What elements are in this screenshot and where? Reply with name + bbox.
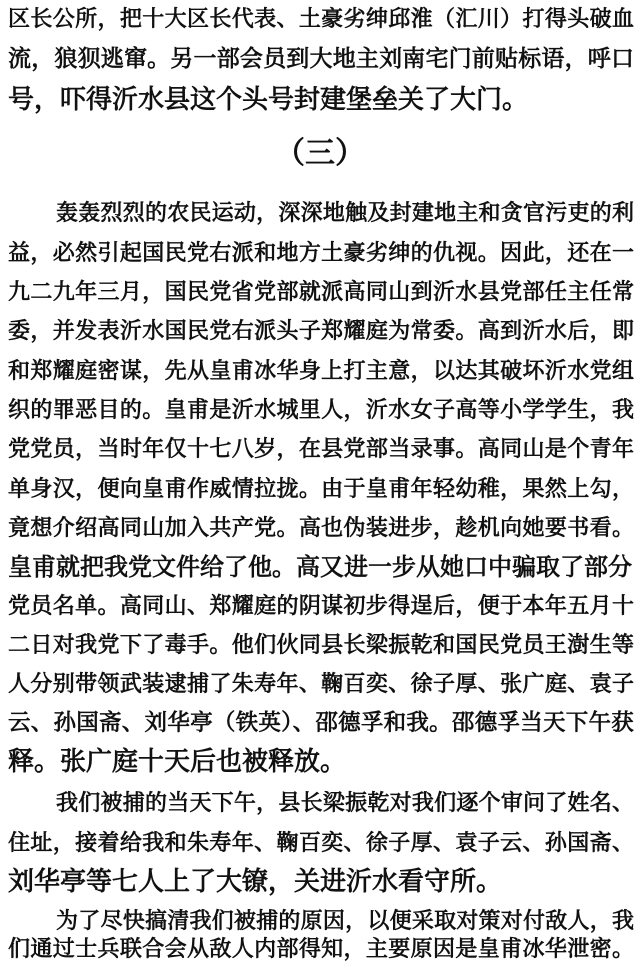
text-line: 我们被捕的当天下午，县长梁振乾对我们逐个审问了姓名、 (56, 790, 635, 816)
text-line: 释。张广庭十天后也被释放。 (8, 747, 347, 777)
text-line: 轰轰烈烈的农民运动，深深地触及封建地主和贪官污吏的利 (56, 200, 635, 226)
text-line: 和郑耀庭密谋，先从皇甫冰华身上打主意，以达其破坏沂水党组 (8, 358, 635, 384)
text-line: 单身汉，便向皇甫作威情拉拢。由于皇甫年轻幼稚，果然上勾， (8, 476, 635, 502)
text-line: 皇甫就把我党文件给了他。高又进一步从她口中骗取了部分 (8, 552, 632, 581)
text-line: 九二九年三月，国民党省党部就派高同山到沂水县党部任主任常 (8, 279, 635, 305)
text-line: 云、孙国斋、刘华亭（铁英）、邵德孚和我。邵德孚当天下午获 (8, 710, 635, 736)
text-line: 竟想介绍高同山加入共产党。高也伪装进步，趁机向她要书看。 (8, 515, 635, 541)
text-line: 益，必然引起国民党右派和地方土豪劣绅的仇视。因此，还在一 (8, 240, 635, 266)
text-line: 号，吓得沂水县这个头号封建堡垒关了大门。 (8, 85, 529, 115)
text-line: 委，并发表沂水国民党右派头子郑耀庭为常委。高到沂水后，即 (8, 318, 635, 344)
text-line: 人分别带领武装逮捕了朱寿年、鞠百奕、徐子厚、张广庭、袁子 (8, 671, 635, 697)
text-line: 区长公所，把十大区长代表、土豪劣绅邱淮（汇川）打得头破血 (8, 6, 635, 32)
text-line: 住址，接着给我和朱寿年、鞠百奕、徐子厚、袁子云、孙国斋、 (8, 830, 635, 856)
text-line: 们通过士兵联合会从敌人内部得知，主要原因是皇甫冰华泄密。 (8, 936, 635, 962)
text-line: 织的罪恶目的。皇甫是沂水城里人，沂水女子高等小学学生，我 (8, 397, 635, 423)
text-line: 刘华亭等七人上了大镣，关进沂水看守所。 (8, 867, 503, 897)
text-line: 为了尽快搞清我们被捕的原因，以便采取对策对付敌人，我 (56, 908, 635, 934)
text-line: 流，狼狈逃窜。另一部会员到大地主刘南宅门前贴标语，呼口 (8, 45, 635, 72)
text-line: 党党员，当时年仅十七八岁，在县党部当录事。高同山是个青年 (8, 436, 635, 462)
text-line: 二日对我党下了毒手。他们伙同县长梁振乾和国民党员王澍生等 (8, 632, 635, 658)
section-heading: （三） (275, 136, 365, 171)
text-line: 党员名单。高同山、郑耀庭的阴谋初步得逞后，便于本年五月十 (8, 593, 635, 619)
